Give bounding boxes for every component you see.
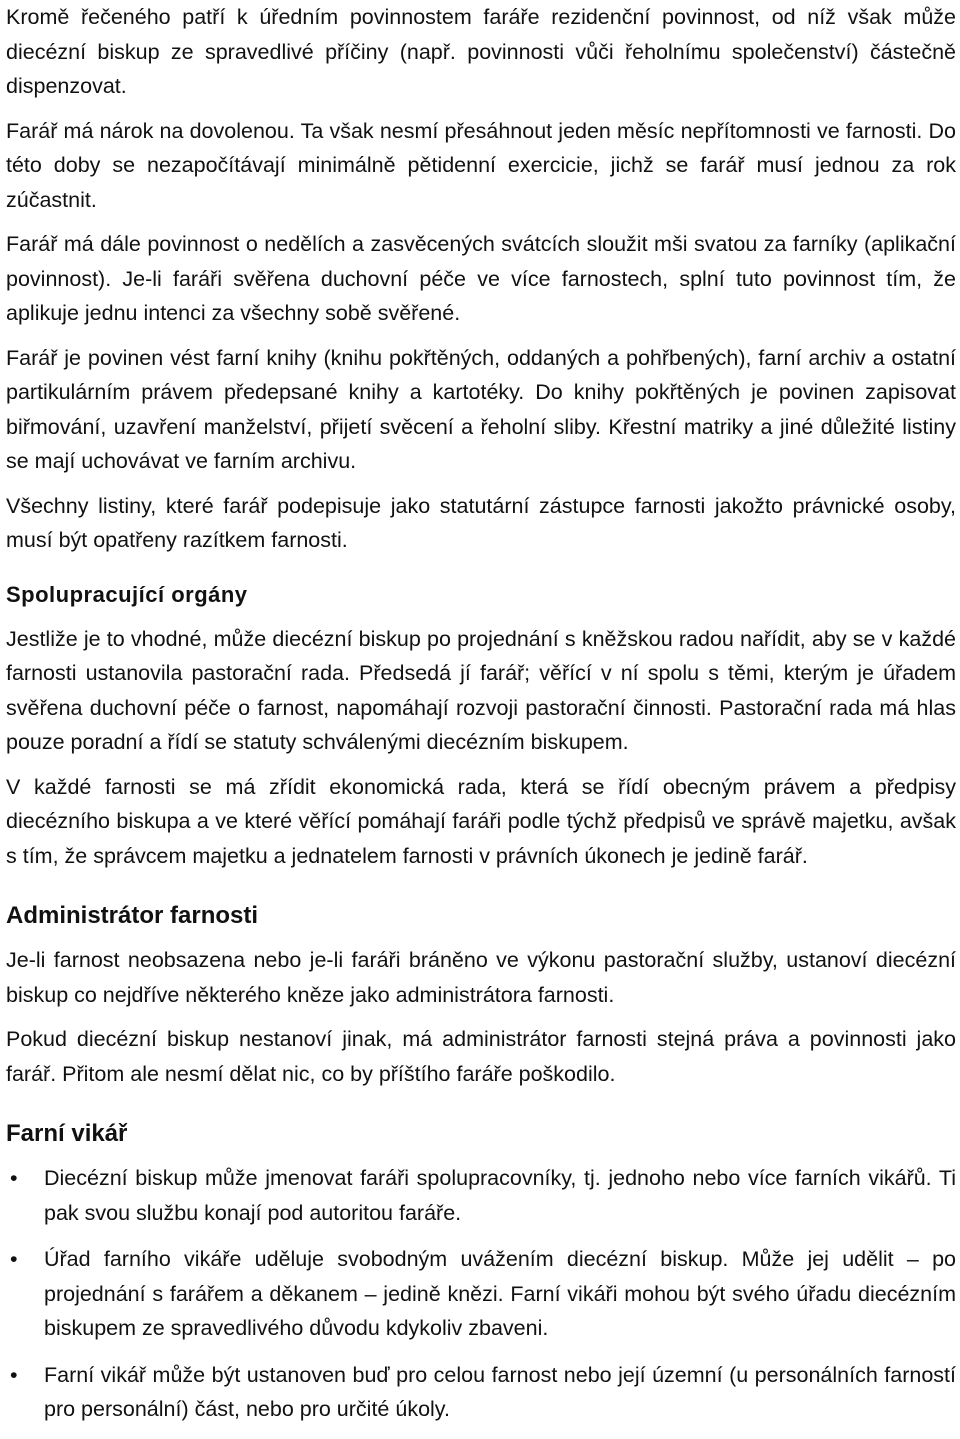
list-item	[6, 1161, 956, 1230]
list-item-text: Diecézní biskup může jmenovat faráři spolupracovníky, tj. jednoho nebo více farních vikářů. Ti pak svou službu konají pod autoritou faráře.	[44, 1166, 956, 1225]
paragraph-rezidencni-povinnost: Kromě řečeného patří k úředním povinnostem faráře rezidenční povinnost, od níž však může diecézní biskup ze spravedlivé příčiny (např. povinnosti vůči řeholnímu společenství) částečně dispenzovat.	[6, 5, 956, 98]
list-item-text: Úřad farního vikáře uděluje svobodným uvážením diecézní biskup. Může jej udělit – po projednání s farářem a děkanem – jedině knězi. Farní vikáři mohou být svého úřadu diecézním biskupem ze spravedlivého důvodu kdykoliv zbaveni.	[44, 1247, 956, 1340]
paragraph-administrator-ustanoveni: Je-li farnost neobsazena nebo je-li faráři bráněno ve výkonu pastorační služby, ustanoví diecézní biskup co nejdříve některého kněze jako administrátora farnosti.	[6, 948, 956, 1007]
paragraph-dovolena: Farář má nárok na dovolenou. Ta však nesmí přesáhnout jeden měsíc nepřítomnosti ve farnosti. Do této doby se nezapočítávají minimálně pětidenní exercicie, jichž se farář musí jednou za rok zúčastnit.	[6, 118, 956, 212]
farni-vikar-list	[6, 1161, 956, 1427]
list-item	[6, 1242, 956, 1346]
document-page	[6, 0, 956, 1439]
list-item-text: Farní vikář může být ustanoven buď pro celou farnost nebo její územní (u personálních farností pro personální) část, nebo pro určité úkoly.	[44, 1362, 956, 1421]
paragraph-farni-knihy: Farář je povinen vést farní knihy (knihu pokřtěných, oddaných a pohřbených), farní archiv a ostatní partikulárním právem předepsané knihy a kartotéky. Do knihy pokřtěných je povinen zapisovat biřmování, uzavření manželství, přijetí svěcení a řeholní sliby. Křestní matriky a jiné důležité listiny se mají uchovávat ve farním archivu.	[6, 345, 956, 473]
paragraph-aplikacni-povinnost: Farář má dále povinnost o nedělích a zasvěcených svátcích sloužit mši svatou za farníky (aplikační povinnost). Je-li faráři svěřena duchovní péče ve více farnostech, splní tuto povinnost tím, že aplikuje jednu intenci za všechny sobě svěřené.	[6, 232, 956, 325]
bullet-icon: •	[10, 1166, 18, 1190]
list-item	[6, 1358, 956, 1427]
bullet-icon: •	[10, 1362, 18, 1387]
bullet-icon: •	[10, 1247, 18, 1271]
heading-administrator-farnosti: Administrátor farnosti	[6, 902, 259, 929]
heading-farni-vikar: Farní vikář	[6, 1120, 128, 1147]
paragraph-pastoracni-rada: Jestliže je to vhodné, může diecézní biskup po projednání s kněžskou radou nařídit, aby se v každé farnosti ustanovila pastorační rada. Předsedá jí farář; věřící v ní spolu s těmi, kterým je úřadem svěřena duchovní péče o farnost, napomáhají rozvoji pastorační činnosti. Pastorační rada má hlas pouze poradní a řídí se statuty schválenými diecézním biskupem.	[6, 626, 956, 754]
paragraph-listiny: Všechny listiny, které farář podepisuje jako statutární zástupce farnosti jakožto právnické osoby, musí být opatřeny razítkem farnosti.	[6, 493, 956, 552]
paragraph-administrator-prava: Pokud diecézní biskup nestanoví jinak, má administrátor farnosti stejná práva a povinnosti jako farář. Přitom ale nesmí dělat nic, co by příštího faráře poškodilo.	[6, 1027, 956, 1086]
heading-spolupracujici-organy: Spolupracující orgány	[6, 581, 248, 607]
paragraph-ekonomicka-rada: V každé farnosti se má zřídit ekonomická rada, která se řídí obecným právem a předpisy diecézního biskupa a ve které věřící pomáhají faráři podle týchž předpisů ve správě majetku, avšak s tím, že správcem majetku a jednatelem farnosti v právních úkonech je jedině farář.	[6, 774, 956, 868]
